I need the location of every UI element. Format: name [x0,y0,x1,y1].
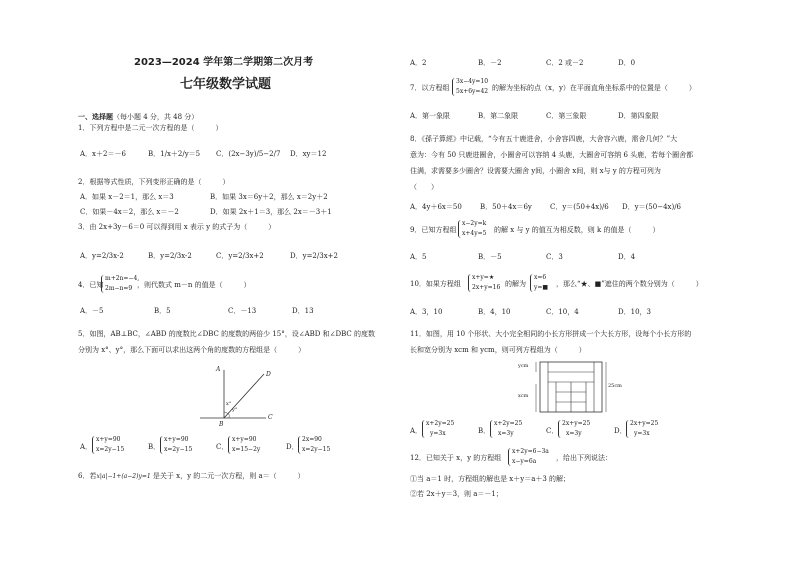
q6-opt-a: A．2 [410,59,427,67]
q9-opt-d: D．4 [618,253,636,261]
q6-opt-d: D．0 [618,59,636,67]
q4-opt-a: A．－5 [80,307,104,315]
q2-opt-a: A．如果 x－2＝1，那么 x＝3 [80,193,174,201]
exam-title: 2023—2024 学年第二学期第二次月考 [134,57,314,68]
q7-opt-b: B．第二象限 [478,112,519,120]
q11-opt-b-eq2: x=3y [498,430,514,437]
q9-eq2: x+4y=5 [462,230,487,237]
q8-opt-d: D．y＝(50−4x)/6 [622,203,682,211]
section-heading [78,112,198,122]
q12-pre: 12．已知关于 x，y 的方程组 [410,454,502,462]
q11-opt-a-letter: A． [410,427,423,435]
q1-opt-c: C．(2x−3y)/5−2/7 [216,150,281,158]
q5-opt-d-letter: D． [286,443,299,451]
q5-opt-c-eq2: x=15−2y [232,446,261,453]
q2-stem: 2．根据等式性质，下列变形正确的是（ ） [78,178,230,186]
q5-opt-a-eq2: x=2y−15 [96,446,125,453]
q9-pre: 9．已知方程组 [410,226,457,234]
q12-statement-1: ①当 a＝1 时，方程组的解也是 x＋y＝a＋3 的解； [410,475,571,483]
q10-opt-b: B．4，10 [478,308,511,316]
q4-pre: 4．已知 [78,281,104,289]
q4-opt-d: D．13 [292,307,314,315]
q6-pre: 6．若 [78,472,97,480]
q11-opt-c-letter: C． [546,427,559,435]
q3-opt-a: A．y=2/3x-2 [80,252,124,260]
q11-opt-b-eq1: x+2y=25 [494,420,523,427]
q1-stem: 1．下列方程中是二元一次方程的是（ ） [78,124,223,132]
q5-opt-b-letter: B． [148,443,161,451]
q6-expr: x|a|−1+(a−2)y=1 [96,473,151,480]
q5-label-x: x° [226,401,232,407]
q8-opt-a: A．4y＋6x＝50 [410,203,462,211]
q1-opt-d: D．xy＝12 [290,150,327,158]
q3-opt-d: D．y=2/3x+2 [290,252,338,260]
q12-statement-2: ②若 2x＋y＝3，则 a＝－1； [410,490,503,498]
q5-opt-a-eq1: x+y=90 [96,436,121,443]
q11-opt-a-eq1: x+2y=25 [426,420,455,427]
q10-post: ，那么“★、■”遮住的两个数分别为（ ） [556,280,703,288]
q10-eq2: 2x+y=16 [472,284,501,291]
q11-opt-c-eq1: 2x+y=25 [562,420,591,427]
q10-opt-d: D．10，3 [618,308,651,316]
q11-label-x: xcm [518,393,529,399]
q5-label-y: y° [232,407,238,413]
q5-label-a: A [216,366,221,373]
q4-post: ，则代数式 m－n 的值是（ ） [137,281,251,289]
q3-opt-c: C．y=2/3x+2 [216,252,264,260]
q5-opt-d-eq1: 2x=90 [302,436,322,443]
q9-opt-a: A．5 [410,253,427,261]
q11-rectangle-figure [528,360,610,414]
q8-stem-3: 住满，求需要多少圈舍？设需要大圈舍 y间，小圈舍 x间，则 x与 y 的方程可列为 [410,167,661,175]
q5-opt-d-eq2: x=2y−15 [302,446,331,453]
q5-opt-b-eq1: x+y=90 [164,436,189,443]
q11-label-y: ycm [518,363,529,369]
q7-post: 的解为坐标的点（x，y）在平面直角坐标系中的位置是（ ） [492,84,696,92]
q7-pre: 7．以方程组 [410,84,450,92]
q6-post: 是关于 x，y 的二元一次方程，则 a＝（ ） [150,472,305,480]
q11-opt-a-eq2: y=3x [430,430,446,437]
q4-opt-b: B．5 [154,307,171,315]
q4-eq1: m+2n=−4, [105,275,140,282]
q2-opt-d: D．如果 2x＋1＝3，那么 2x＝－3＋1 [210,208,332,216]
section-title: 一、选择题 [78,112,113,121]
q5-opt-c-letter: C． [216,443,229,451]
q6-opt-b: B．－2 [478,59,502,67]
q11-opt-d-letter: D． [614,427,627,435]
q7-eq1: 3x−4y=10 [456,78,489,85]
q3-stem: 3．由 2x+3y－6＝0 可以得到用 x 表示 y 的式子为（ ） [78,223,276,231]
q10-opt-a: A．3，10 [410,308,443,316]
q1-opt-b: B．1/x＋2/y＝5 [148,150,201,158]
q5-opt-b-eq2: x=2y−15 [164,446,193,453]
q11-stem-2: 长和宽分别为 xcm 和 ycm，则可列方程组为（ ） [410,346,586,354]
q6-opt-c: C．2 或－2 [546,59,584,67]
q11-opt-d-eq1: 2x+y=25 [630,420,659,427]
q11-opt-c-eq2: x=3y [566,430,582,437]
q10-mid: 的解为 [505,280,526,288]
q9-eq1: x−2y=k [462,220,487,227]
q4-eq2: 2m−n=9 [105,285,133,292]
q4-opt-c: C．－13 [228,307,257,315]
q11-label-25: 25cm [608,383,622,389]
q10-sol2: y=■ [534,284,549,291]
q1-opt-a: A．x＋2＝－6 [80,150,126,158]
q10-pre: 10．如果方程组 [410,280,461,288]
q7-opt-a: A．第一象限 [410,112,451,120]
q5-label-c: C [268,414,273,421]
q6-stem [78,472,305,481]
q12-eq2: x−y=6a [512,458,537,465]
q9-post: 的解 x 与 y 的值互为相反数，则 k 的值是（ ） [494,226,660,234]
q8-opt-b: B．50＋4x＝6y [480,203,532,211]
q2-opt-b: B．如果 3x＝6y＋2，那么 x＝2y＋2 [210,193,328,201]
q9-opt-b: B．－5 [478,253,502,261]
q5-stem-2: 分别为 x°、y°，那么下面可以求出这两个角的度数的方程组是（ ） [78,346,306,354]
q9-opt-c: C．3 [546,253,563,261]
q3-opt-b: B．y=2/3x-2 [148,252,192,260]
q2-opt-c: C．如果－4x＝2，那么 x＝－2 [80,208,179,216]
q7-opt-d: D．第四象限 [618,112,659,120]
q8-stem-2: 意为：今有 50 只鹿进圈舍，小圈舍可以容纳 4 头鹿，大圈舍可容纳 6 头鹿，若每个圈舍都 [410,151,694,159]
q11-opt-b-letter: B． [478,427,491,435]
q10-eq1: x+y=★ [472,274,495,281]
q11-opt-d-eq2: y=3x [634,430,650,437]
q5-label-d: D [266,371,271,378]
q10-sol1: x=6 [534,274,547,281]
q5-label-b: B [219,421,224,428]
q5-opt-a-letter: A． [80,443,93,451]
q8-opt-c: C．y＝(50+4x)/6 [550,203,609,211]
q8-stem-1: 8．《孫子算經》中记载，“今有五十鹿进舍，小舍容四鹿，大舍容六鹿，需舍几何？”大 [410,135,678,143]
q12-post: ，给出下列说法： [556,454,612,462]
q7-opt-c: C．第三象限 [546,112,587,120]
q5-stem-1: 5．如图，AB⊥BC，∠ABD 的度数比∠DBC 的度数的两倍少 15°，设∠ABD 和∠DBC 的度数 [78,330,375,338]
q11-stem-1: 11．如图，用 10 个形状、大小完全相同的小长方形拼成一个大长方形，设每个小长方形的 [410,330,692,338]
q5-opt-c-eq1: x+y=90 [232,436,257,443]
q8-stem-4: （ ） [410,183,438,191]
section-note: （每小题 4 分，共 48 分） [113,113,199,121]
q10-opt-c: C．10，4 [546,308,579,316]
q12-eq1: x+2y=6−3a [512,448,549,455]
exam-subtitle: 七年级数学试题 [180,77,272,92]
q7-eq2: 5x+6y=42 [456,88,489,95]
